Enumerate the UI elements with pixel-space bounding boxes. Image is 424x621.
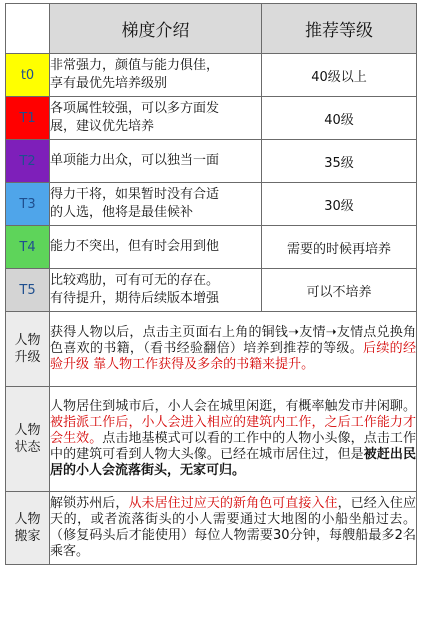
tier-description — [50, 97, 262, 140]
table-row — [6, 226, 417, 269]
note-label-line: 人物 — [14, 333, 41, 348]
tier-badge: T1 — [6, 97, 50, 140]
tier-level: 40级 — [262, 97, 417, 140]
desc-line: 各项属性较强，可以多方面发 — [50, 101, 220, 116]
note-text-normal: 人物居住到城市后，小人会在城里闲逛，有概率触发市井闲聊。 — [50, 399, 416, 414]
tier-level: 需要的时候再培养 — [262, 226, 417, 269]
desc-line: 比较鸡肋，可有可无的存在。 — [50, 273, 220, 288]
tier-description — [50, 140, 262, 183]
tier-badge: T4 — [6, 226, 50, 269]
tier-description — [50, 226, 262, 269]
tier-badge: T2 — [6, 140, 50, 183]
header-desc: 梯度介绍 — [50, 4, 262, 54]
note-text-status — [50, 387, 417, 492]
tier-table — [5, 3, 417, 565]
tier-description — [50, 269, 262, 312]
header-level: 推荐等级 — [262, 4, 417, 54]
tier-badge: T3 — [6, 183, 50, 226]
note-label-move — [6, 492, 50, 565]
desc-line: 单项能力出众，可以独当一面 — [50, 153, 220, 168]
note-label-status — [6, 387, 50, 492]
tier-description — [50, 54, 262, 97]
note-text-normal: ，已经入住应天的，或者流落街头的小人需要通过大地图的小船坐船过去。（修复码头后才能使用）每位人物需要30分钟，每艘船最多2名乘客。 — [50, 496, 416, 559]
note-text-highlight: 从未居住过应天的新角色可直接入住 — [128, 496, 338, 511]
desc-line: 有待提升，期待后续版本增强 — [50, 291, 220, 306]
note-label-line: 状态 — [14, 440, 41, 455]
note-text-upgrade — [50, 312, 417, 387]
tier-badge: t0 — [6, 54, 50, 97]
header-blank — [6, 4, 50, 54]
table-row — [6, 269, 417, 312]
table-row — [6, 54, 417, 97]
tier-level: 40级以上 — [262, 54, 417, 97]
desc-line: 非常强力，颜值与能力俱佳， — [50, 58, 220, 73]
note-text-normal: 点击地基模式可以看的工作中的人物小头像，点击工作中的建筑可看到人物大头像。已经在城市居住过，但是 — [50, 431, 416, 462]
desc-line: 享有最优先培养级别 — [50, 76, 168, 91]
note-row-upgrade — [6, 312, 417, 387]
table-row — [6, 183, 417, 226]
tier-level: 35级 — [262, 140, 417, 183]
note-label-line: 人物 — [14, 512, 41, 527]
note-row-move — [6, 492, 417, 565]
note-row-status — [6, 387, 417, 492]
table-header-row — [6, 4, 417, 54]
note-text-highlight: 后续的经验升级 靠人物工作获得及多余的书籍来提升。 — [50, 341, 416, 372]
note-text-bold: 被赶出民居的小人会流落街头，无家可归。 — [50, 447, 416, 478]
note-label-upgrade — [6, 312, 50, 387]
note-text-normal: 获得人物以后，点击主页面右上角的铜钱➝友情➝友情点兑换角色喜欢的书籍，（看书经验翻倍）培养到推荐的等级。 — [50, 325, 416, 356]
table-row — [6, 97, 417, 140]
note-text-move — [50, 492, 417, 565]
tier-description — [50, 183, 262, 226]
note-label-line: 人物 — [14, 423, 41, 438]
note-label-line: 升级 — [14, 350, 41, 365]
desc-line: 得力干将，如果暂时没有合适 — [50, 187, 220, 202]
note-text-normal: 解锁苏州后， — [50, 496, 129, 511]
note-text-highlight: 被指派工作后，小人会进入相应的建筑内工作，之后工作能力才会生效。 — [50, 415, 416, 446]
note-label-line: 搬家 — [14, 529, 41, 544]
table-row — [6, 140, 417, 183]
desc-line: 能力不突出，但有时会用到他 — [50, 239, 220, 254]
tier-level: 可以不培养 — [262, 269, 417, 312]
tier-badge: T5 — [6, 269, 50, 312]
tier-level: 30级 — [262, 183, 417, 226]
desc-line: 展，建议优先培养 — [50, 119, 155, 134]
desc-line: 的人选，他将是最佳候补 — [50, 205, 194, 220]
